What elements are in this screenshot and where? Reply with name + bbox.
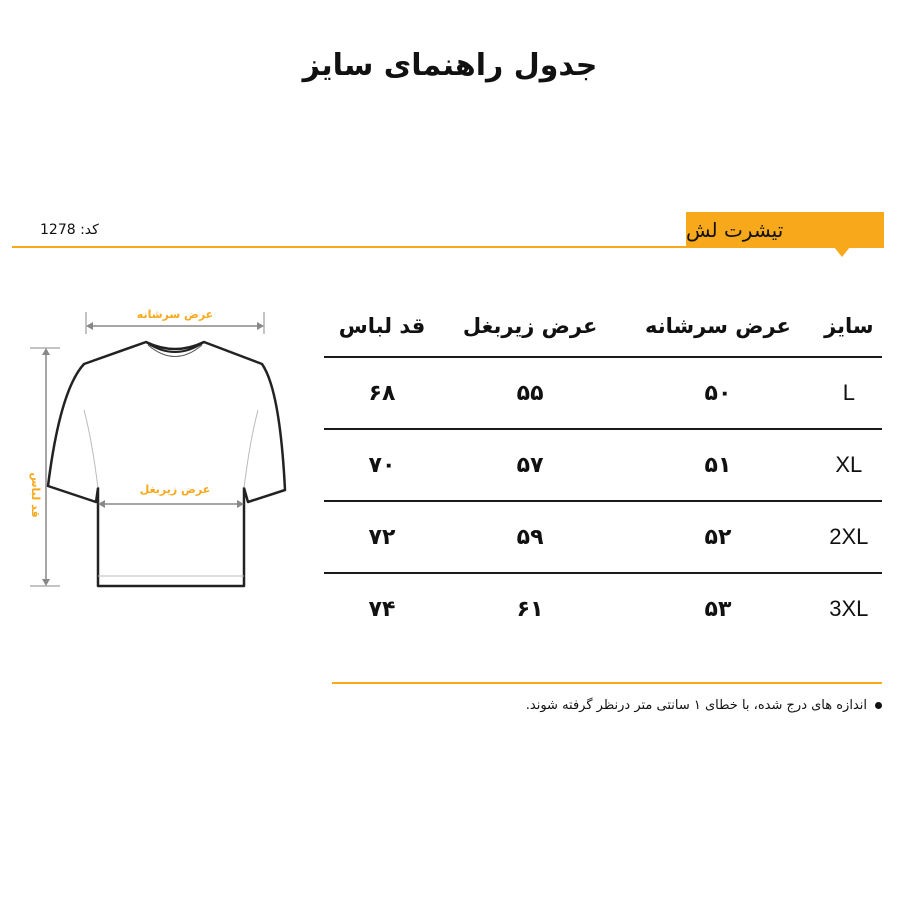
header-shoulder: عرض سرشانه — [620, 296, 815, 357]
table-row — [324, 429, 882, 501]
footer-divider — [332, 682, 882, 684]
page-title: جدول راهنمای سایز — [302, 48, 598, 83]
tab-notch — [834, 247, 850, 257]
cell-length: ۷۴ — [368, 596, 396, 622]
size-table — [324, 296, 882, 644]
tshirt-diagram — [0, 290, 300, 610]
product-name: تیشرت لش — [686, 218, 784, 242]
cell-length: ۶۸ — [324, 357, 440, 429]
cell-shoulder: ۵۲ — [620, 501, 815, 573]
cell-chest: ۶۱ — [516, 596, 544, 622]
cell-chest: ۵۷ — [440, 429, 620, 501]
table-row — [324, 357, 882, 429]
cell-size: 2XL — [816, 501, 882, 573]
note-text: اندازه های درج شده، با خطای ۱ سانتی متر درنظر گرفته شوند. — [525, 698, 867, 713]
cell-shoulder: ۵۰ — [620, 357, 815, 429]
cell-size: XL — [816, 429, 882, 501]
size-table-header — [324, 296, 882, 357]
header-length: قد لباس — [324, 296, 440, 357]
table-row — [324, 501, 882, 573]
cell-length: ۷۰ — [324, 429, 440, 501]
header-divider — [12, 246, 884, 248]
header-size: سایز — [816, 296, 882, 357]
measurement-note — [526, 698, 882, 713]
cell-length: ۷۲ — [324, 501, 440, 573]
bullet-icon — [875, 702, 882, 709]
product-tab — [686, 212, 884, 248]
cell-chest: ۵۹ — [440, 501, 620, 573]
chest-width-label: عرض زیربغل — [139, 483, 211, 496]
cell-size: 3XL — [829, 596, 869, 621]
cell-size: L — [816, 357, 882, 429]
header-chest: عرض زیربغل — [440, 296, 620, 357]
product-code-value: 1278 — [40, 222, 76, 238]
shoulder-width-label: عرض سرشانه — [136, 308, 214, 321]
cell-shoulder: ۵۱ — [620, 429, 815, 501]
table-row — [324, 573, 882, 644]
product-code — [40, 222, 99, 238]
cell-shoulder: ۵۳ — [704, 596, 732, 622]
length-label: قد لباس — [29, 472, 42, 518]
product-code-label: کد: — [80, 222, 99, 238]
cell-chest: ۵۵ — [440, 357, 620, 429]
